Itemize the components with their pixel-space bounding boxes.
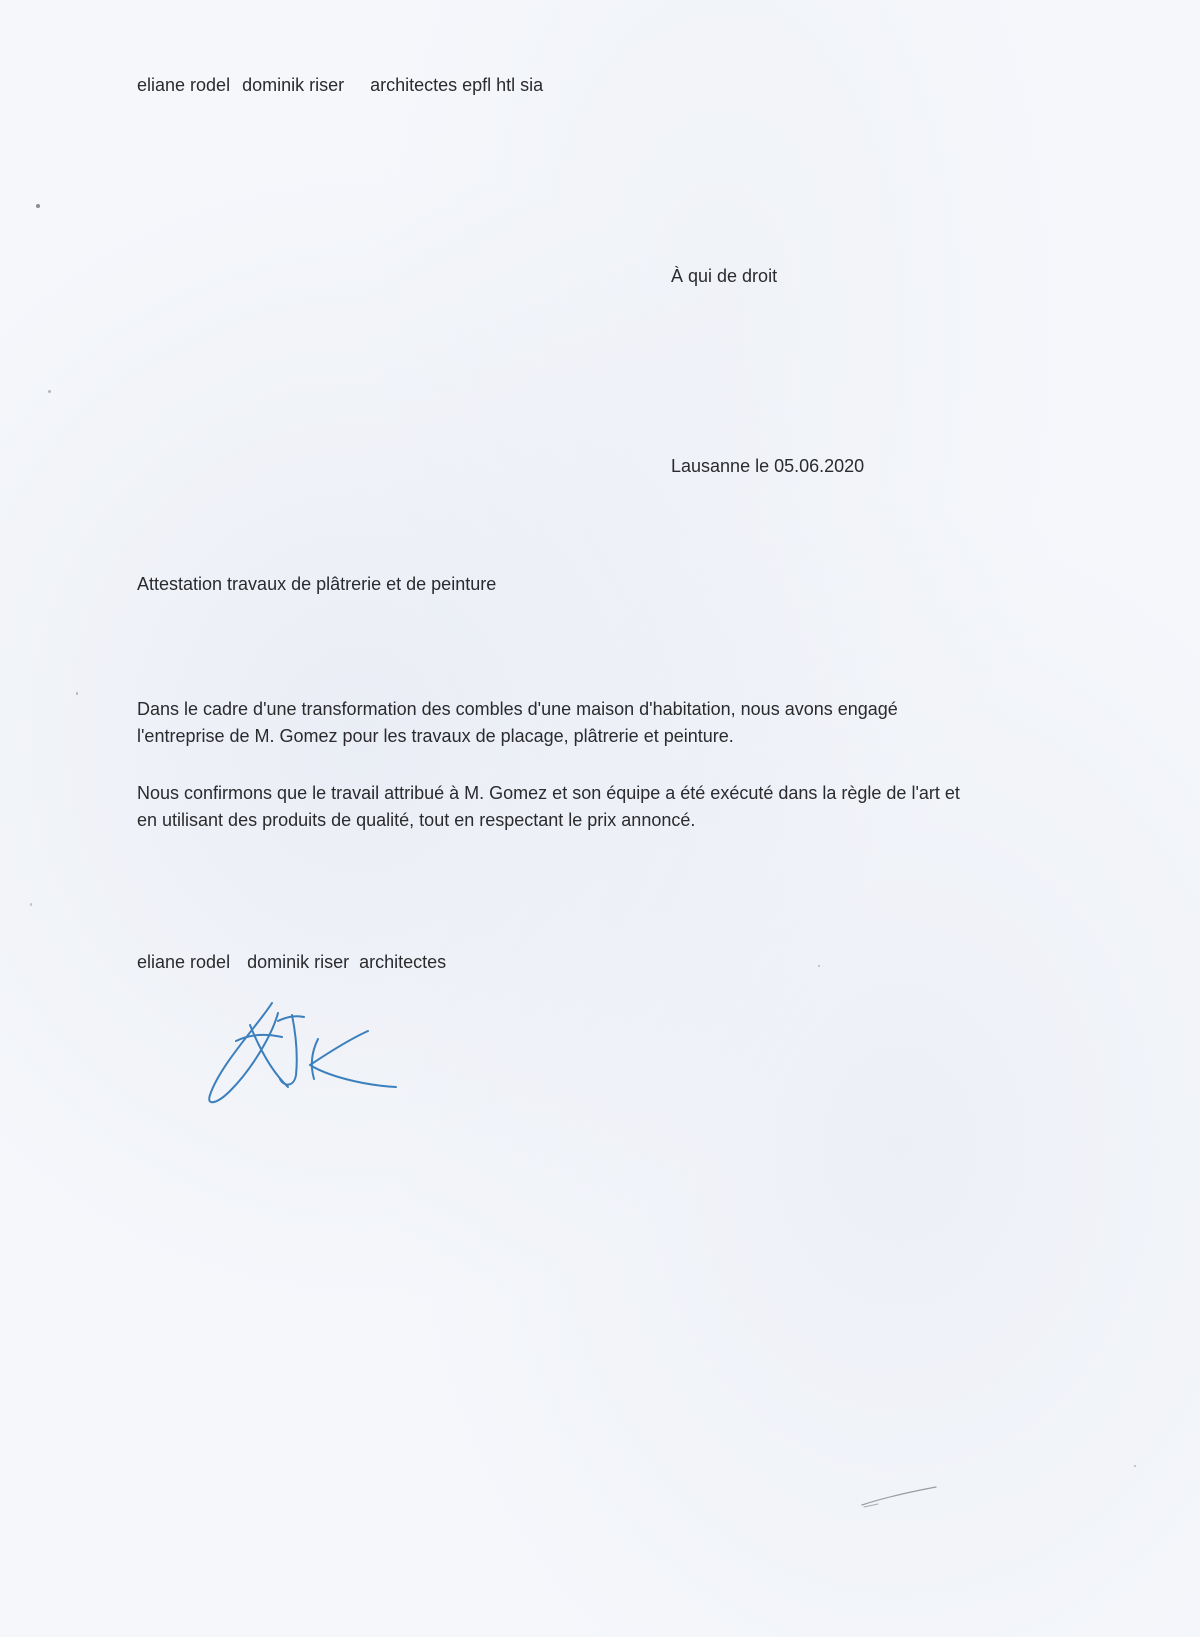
scan-speck bbox=[1134, 1465, 1136, 1467]
signature-title: architectes bbox=[359, 952, 447, 972]
body-paragraph-2-line-2: en utilisant des produits de qualité, tout en respectant le prix annoncé. bbox=[137, 810, 696, 830]
body-paragraph-1-line-2: l'entreprise de M. Gomez pour les travaux de placage, plâtrerie et peinture. bbox=[137, 726, 734, 746]
body-paragraph-1-line-1: Dans le cadre d'une transformation des combles d'une maison d'habitation, nous avons engagé bbox=[137, 699, 898, 719]
handwritten-signature bbox=[200, 995, 420, 1110]
scan-speck bbox=[30, 903, 32, 906]
scan-speck bbox=[76, 692, 78, 695]
pencil-mark bbox=[860, 1485, 940, 1510]
letterhead-name-1: eliane rodel bbox=[137, 75, 231, 95]
letterhead bbox=[137, 72, 543, 99]
scan-speck bbox=[818, 965, 820, 967]
body-paragraph-2 bbox=[137, 780, 960, 834]
place-date: Lausanne le 05.06.2020 bbox=[671, 456, 865, 476]
signature-name-1: eliane rodel bbox=[137, 952, 231, 972]
recipient: À qui de droit bbox=[671, 266, 778, 286]
scan-speck bbox=[36, 204, 40, 208]
scan-speck bbox=[48, 390, 51, 393]
body-paragraph-1 bbox=[137, 696, 898, 750]
letterhead-name-2: dominik riser bbox=[242, 75, 345, 95]
signature-name-2: dominik riser bbox=[247, 952, 350, 972]
letterhead-title: architectes epfl htl sia bbox=[370, 75, 544, 95]
subject-line: Attestation travaux de plâtrerie et de peinture bbox=[137, 574, 497, 594]
body-paragraph-2-line-1: Nous confirmons que le travail attribué à M. Gomez et son équipe a été exécuté dans la règle de l'art et bbox=[137, 783, 960, 803]
signature-name-block bbox=[137, 949, 446, 976]
